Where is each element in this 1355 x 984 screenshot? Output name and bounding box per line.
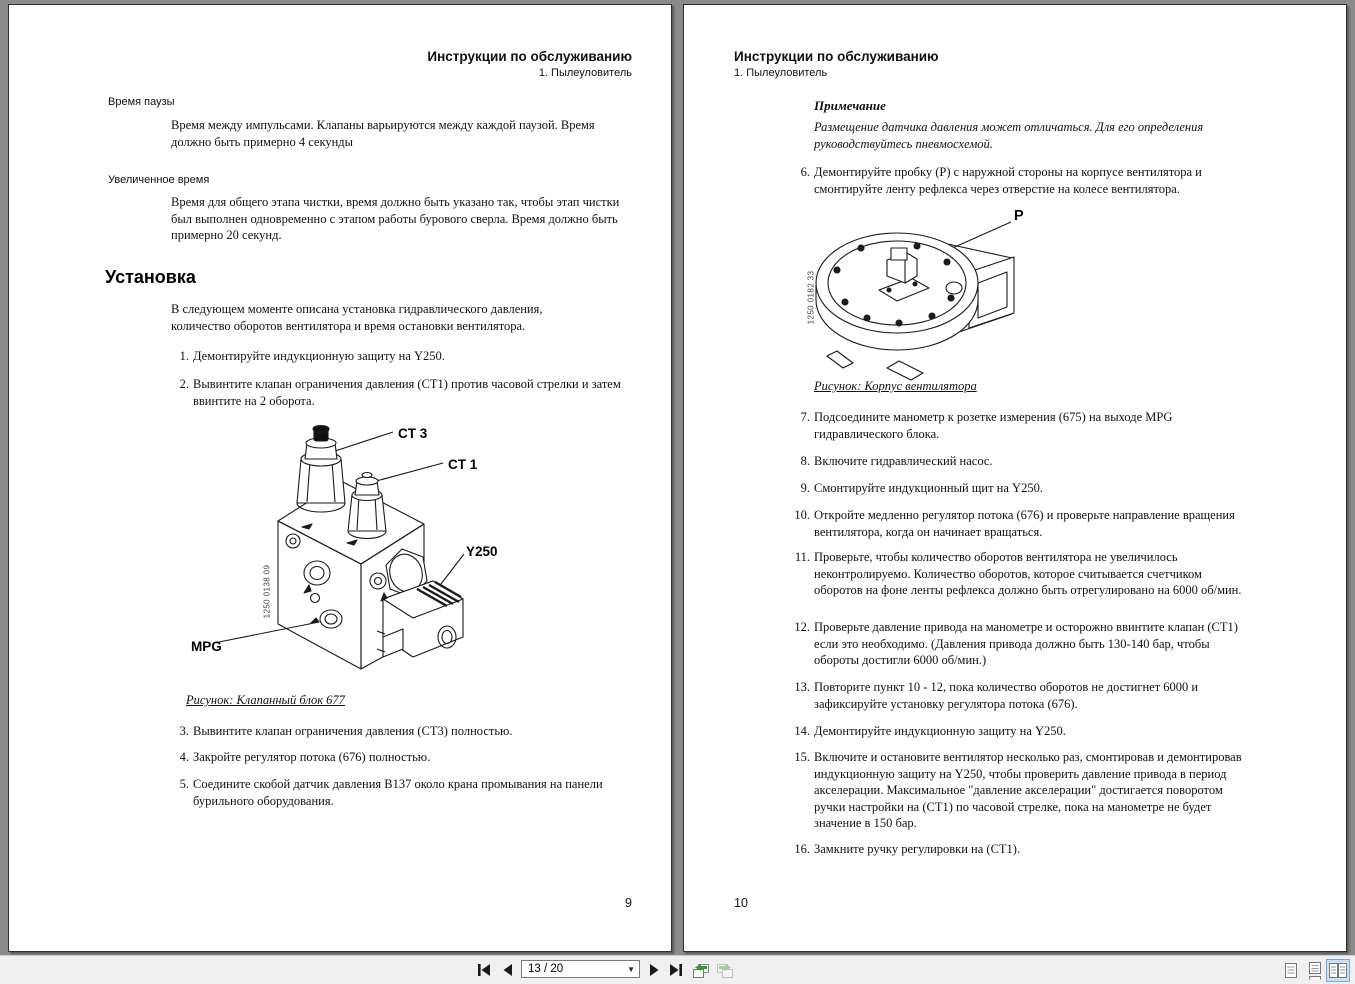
figure-label-p: P [1014, 208, 1024, 224]
first-page-button[interactable] [474, 960, 494, 980]
step-item: 15. Включите и остановите вентилятор несколько раз, смонтировав и демонтировав индукционную защиту на Y250, чтобы проверить давление привода в период акселерации. Максимальное "давление акселерации" достигается поворотом ручки настройки на (CT1) по часовой стрелке, пока на манометре не будет значение в 150 бар. [794, 750, 1242, 830]
page-number-value[interactable]: 13 / 20 [528, 963, 564, 975]
figure-part-code: 1250 0182 33 [806, 270, 816, 325]
figure-label-y250: Y250 [466, 544, 498, 559]
solenoid-y250 [377, 581, 463, 657]
single-page-view-button[interactable] [1278, 959, 1302, 982]
step-item: 12. Проверьте давление привода на манометре и осторожно ввинтите клапан (CT1) если это необходимо. (Давления привода должно быть 130-140 бар, чтобы обороты достигли 6000 об/мин.) [794, 620, 1238, 667]
port-holes [286, 524, 387, 628]
viewer-statusbar [0, 955, 1355, 984]
section-label-pause-time: Время паузы [108, 96, 175, 108]
figure-caption-valve-block: Рисунок: Клапанный блок 677 [186, 693, 345, 707]
next-page-icon [648, 963, 660, 977]
two-page-view-button[interactable] [1326, 959, 1350, 982]
note-title: Примечание [814, 98, 886, 113]
step-item: 1. Демонтируйте индукционную защиту на Y250. [179, 349, 445, 363]
step-item: 16. Замкните ручку регулировки на (CT1). [794, 842, 1021, 856]
next-view-button[interactable] [715, 960, 735, 980]
note-body: Размещение датчика давления может отличаться. Для его определения руководствуйтесь пневмосхемой. [814, 120, 1204, 151]
figure-label-ct3: CT 3 [398, 426, 428, 441]
step-item: 4. Закройте регулятор потока (676) полностью. [179, 750, 431, 764]
last-page-button[interactable] [666, 960, 686, 980]
continuous-view-icon [1306, 961, 1323, 980]
previous-view-icon [692, 962, 710, 979]
single-page-view-icon [1282, 961, 1299, 980]
document-page-right [683, 4, 1347, 952]
step-item: 8. Включите гидравлический насос. [800, 454, 993, 468]
step-item: 10. Откройте медленно регулятор потока (676) и проверьте направление вращения вентилятора, когда он начинает вращаться. [794, 508, 1235, 539]
page-header-subtitle: 1. Пылеуловитель [734, 67, 828, 79]
document-page-left [8, 4, 672, 952]
continuous-view-button[interactable] [1302, 959, 1326, 982]
figure-label-mpg: MPG [191, 639, 222, 654]
chevron-down-icon[interactable]: ▼ [627, 964, 635, 974]
step-item: 5. Соедините скобой датчик давления B137 около крана промывания на панели бурильного оборудования. [179, 777, 603, 808]
valve-ct1 [348, 473, 386, 539]
step-item: 6. Демонтируйте пробку (P) с наружной стороны на корпусе вентилятора и смонтируйте ленту рефлекса через отверстие на колесе вентилятора. [800, 165, 1202, 196]
next-view-icon [716, 962, 734, 979]
previous-page-icon [502, 963, 514, 977]
page-header-title: Инструкции по обслуживанию [427, 49, 632, 64]
last-page-icon [668, 963, 684, 977]
page-header-subtitle: 1. Пылеуловитель [538, 67, 632, 79]
first-page-icon [476, 963, 492, 977]
next-page-button[interactable] [644, 960, 664, 980]
page-number-field[interactable] [521, 960, 640, 978]
step-item: 3. Вывинтите клапан ограничения давления (CT3) полностью. [179, 724, 513, 738]
page-number: 10 [734, 896, 748, 910]
section-label-extended-time: Увеличенное время [108, 174, 210, 186]
step-item: 14. Демонтируйте индукционную защиту на Y250. [794, 724, 1066, 738]
step-item: 2. Вывинтите клапан ограничения давления (CT1) против часовой стрелки и затем ввинтите на 2 оборота. [179, 377, 621, 408]
previous-page-button[interactable] [498, 960, 518, 980]
page-number: 9 [625, 896, 632, 910]
figure-caption-fan-housing: Рисунок: Корпус вентилятора [814, 379, 977, 393]
heading-installation: Установка [105, 267, 196, 287]
step-item: 11. Проверьте, чтобы количество оборотов вентилятора не увеличилось неконтролируемо. Количество оборотов, которое считывается счетчиком оборотов на фоне ленты рефлекса должно быть отрегулировано на 6000 об/мин. [794, 550, 1242, 597]
page-header-title: Инструкции по обслуживанию [734, 49, 939, 64]
installation-intro: В следующем моменте описана установка гидравлического давления, количество оборотов вентилятора и время остановки вентилятора. [171, 302, 543, 333]
valve-ct3 [297, 426, 345, 513]
section-body-extended-time: Время для общего этапа чистки, время должно быть указано так, чтобы этап чистки был выполнен одновременно с этапом работы бурового сверла. Время должно быть примерно 20 секунд. [171, 195, 620, 242]
figure-label-ct1: CT 1 [448, 457, 478, 472]
step-item: 7. Подсоедините манометр к розетке измерения (675) на выходе MPG гидравлического блока. [800, 410, 1173, 441]
step-item: 9. Смонтируйте индукционный щит на Y250. [800, 481, 1043, 495]
fan-housing-drawing [799, 210, 1099, 390]
section-body-pause-time: Время между импульсами. Клапаны варьируются между каждой паузой. Время должно быть примерно 4 секунды [171, 118, 595, 149]
feet [827, 351, 923, 380]
figure-part-code: 1250 0138 09 [262, 564, 272, 619]
previous-view-button[interactable] [691, 960, 711, 980]
two-page-view-icon [1328, 961, 1348, 980]
step-item: 13. Повторите пункт 10 - 12, пока количество оборотов не достигнет 6000 и зафиксируйте установку регулятора потока (676). [794, 680, 1199, 711]
